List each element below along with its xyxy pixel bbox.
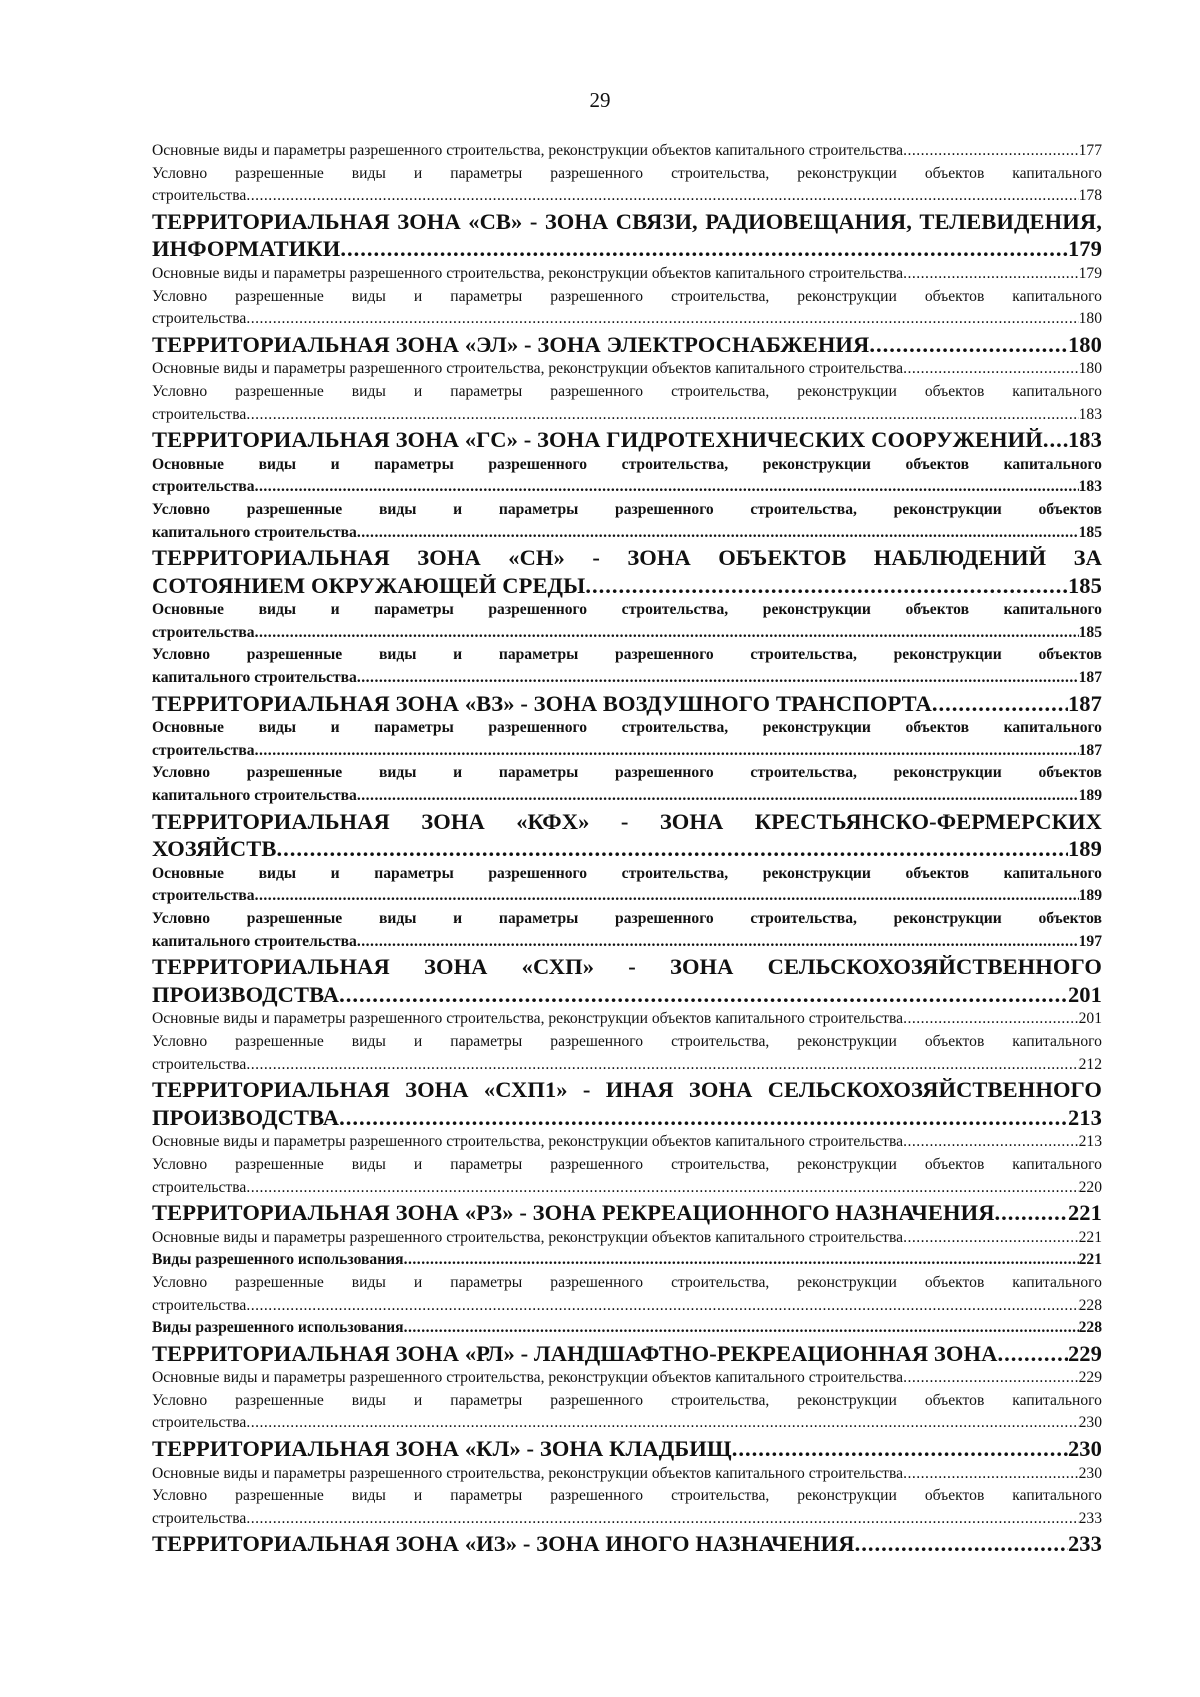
toc-entry-title: строительства — [152, 478, 255, 496]
table-of-contents — [152, 140, 1102, 1558]
dot-leader — [276, 835, 1067, 863]
dot-leader — [246, 1295, 1078, 1318]
toc-leader-line — [152, 885, 1102, 908]
toc-subentry[interactable] — [152, 286, 1102, 331]
toc-entry-line: Условно разрешенные виды и параметры разрешенного строительства, реконструкции объектов — [152, 910, 1102, 927]
toc-entry-line: Условно разрешенные виды и параметры разрешенного строительства, реконструкции объектов капитального — [152, 382, 1102, 400]
toc-page-number: 180 — [1078, 310, 1102, 328]
toc-entry-line: ТЕРРИТОРИАЛЬНАЯ ЗОНА «СХП1» - ИНАЯ ЗОНА СЕЛЬСКОХОЗЯЙСТВЕННОГО — [152, 1077, 1102, 1103]
toc-leader-line — [152, 622, 1102, 645]
toc-leader-line — [152, 1295, 1102, 1318]
toc-page-number: 221 — [1078, 1251, 1102, 1269]
toc-page-number: 229 — [1078, 1369, 1102, 1387]
toc-entry-line: Условно разрешенные виды и параметры разрешенного строительства, реконструкции объектов капитального — [152, 1273, 1102, 1291]
toc-page-number: 220 — [1078, 1178, 1102, 1196]
dot-leader — [246, 1508, 1078, 1531]
toc-entry-title: капитального строительства — [152, 669, 357, 687]
toc-page-number: 180 — [1078, 360, 1102, 378]
dot-leader — [855, 1530, 1068, 1558]
toc-entry-line: ТЕРРИТОРИАЛЬНАЯ ЗОНА «КФХ» - ЗОНА КРЕСТЬЯНСКО-ФЕРМЕРСКИХ — [152, 808, 1102, 834]
toc-page-number: 183 — [1067, 427, 1102, 453]
toc-subentry[interactable] — [152, 1463, 1102, 1486]
dot-leader — [903, 1227, 1079, 1250]
dot-leader — [246, 308, 1078, 331]
toc-entry-line: Основные виды и параметры разрешенного строительства, реконструкции объектов капитального — [152, 719, 1102, 737]
toc-entry-title: Основные виды и параметры разрешенного строительства, реконструкции объектов капитального строительства — [152, 360, 904, 378]
toc-subentry[interactable] — [152, 717, 1102, 762]
toc-subentry[interactable] — [152, 599, 1102, 644]
dot-leader — [869, 331, 1068, 359]
toc-leader-line — [152, 1054, 1102, 1077]
dot-leader — [903, 1367, 1079, 1390]
toc-subentry[interactable] — [152, 1031, 1102, 1076]
toc-leader-line — [152, 185, 1102, 208]
toc-leader-line — [152, 308, 1102, 331]
toc-entry-title: Основные виды и параметры разрешенного строительства, реконструкции объектов капитального строительства — [152, 1010, 904, 1028]
toc-entry-line: Условно разрешенные виды и параметры разрешенного строительства, реконструкции объектов капитального — [152, 1032, 1102, 1050]
toc-leader-line — [152, 931, 1102, 954]
toc-entry-title: Виды разрешенного использования — [152, 1319, 404, 1337]
toc-entry-title: ТЕРРИТОРИАЛЬНАЯ ЗОНА «ГС» - ЗОНА ГИДРОТЕХНИЧЕСКИХ СООРУЖЕНИЙ — [152, 427, 1043, 453]
toc-zone-entry[interactable] — [152, 690, 1102, 718]
toc-zone-entry[interactable] — [152, 426, 1102, 454]
toc-entry-line: Условно разрешенные виды и параметры разрешенного строительства, реконструкции объектов капитального — [152, 1155, 1102, 1173]
toc-leader-line — [152, 1131, 1102, 1154]
toc-entry-title: ПРОИЗВОДСТВА — [152, 981, 340, 1007]
toc-entry-line: Условно разрешенные виды и параметры разрешенного строительства, реконструкции объектов — [152, 646, 1102, 664]
dot-leader — [404, 1317, 1079, 1340]
toc-zone-entry[interactable] — [152, 953, 1102, 1008]
toc-page-number: 201 — [1067, 981, 1102, 1007]
toc-entry-line: Условно разрешенные виды и параметры разрешенного строительства, реконструкции объектов капитального — [152, 287, 1102, 305]
toc-subentry[interactable] — [152, 1154, 1102, 1199]
toc-leader-line — [152, 1317, 1102, 1340]
toc-page-number: 180 — [1067, 331, 1102, 357]
toc-subentry[interactable] — [152, 644, 1102, 689]
toc-entry-title: строительства — [152, 1055, 247, 1073]
toc-entry-line: Условно разрешенные виды и параметры разрешенного строительства, реконструкции объектов — [152, 500, 1102, 518]
dot-leader — [339, 981, 1068, 1009]
toc-page-number: 230 — [1067, 1436, 1102, 1462]
toc-entry-line: Основные виды и параметры разрешенного строительства, реконструкции объектов капитального — [152, 601, 1102, 619]
toc-leader-line — [152, 1340, 1102, 1368]
toc-entry-title: строительства — [152, 1414, 247, 1432]
toc-page-number: 189 — [1078, 887, 1102, 905]
toc-subentry[interactable] — [152, 1390, 1102, 1435]
dot-leader — [932, 690, 1068, 718]
toc-page-number: 177 — [1078, 142, 1102, 159]
dot-leader — [357, 785, 1079, 808]
toc-entry-line: Условно разрешенные виды и параметры разрешенного строительства, реконструкции объектов капитального — [152, 1391, 1102, 1409]
dot-leader — [585, 572, 1068, 600]
toc-leader-line — [152, 1435, 1102, 1463]
toc-entry-title: строительства — [152, 310, 247, 328]
toc-leader-line — [152, 331, 1102, 359]
toc-page-number: 183 — [1078, 405, 1102, 423]
dot-leader — [357, 522, 1079, 545]
toc-zone-entry[interactable] — [152, 331, 1102, 359]
dot-leader — [255, 740, 1079, 763]
toc-entry-title: ТЕРРИТОРИАЛЬНАЯ ЗОНА «ИЗ» - ЗОНА ИНОГО НАЗНАЧЕНИЯ — [152, 1531, 855, 1557]
toc-entry-title: строительства — [152, 1509, 247, 1527]
toc-entry-title: ТЕРРИТОРИАЛЬНАЯ ЗОНА «КЛ» - ЗОНА КЛАДБИЩ — [152, 1436, 732, 1462]
toc-zone-entry[interactable] — [152, 1340, 1102, 1368]
dot-leader — [246, 1412, 1078, 1435]
toc-entry-title: капитального строительства — [152, 523, 357, 541]
toc-page-number: 185 — [1067, 572, 1102, 598]
toc-entry-title: Основные виды и параметры разрешенного строительства, реконструкции объектов капитального строительства — [152, 264, 904, 282]
toc-page-number: 221 — [1067, 1200, 1102, 1226]
dot-leader — [997, 1340, 1068, 1368]
toc-entry-title: капитального строительства — [152, 932, 357, 950]
toc-entry-line: Условно разрешенные виды и параметры разрешенного строительства, реконструкции объектов — [152, 764, 1102, 782]
toc-leader-line — [152, 740, 1102, 763]
toc-zone-entry[interactable] — [152, 1530, 1102, 1558]
dot-leader — [404, 1249, 1079, 1272]
page-number: 29 — [589, 88, 611, 112]
toc-entry-title: СОТОЯНИЕМ ОКРУЖАЮЩЕЙ СРЕДЫ — [152, 572, 586, 598]
toc-subentry[interactable] — [152, 1317, 1102, 1340]
toc-entry-title: ТЕРРИТОРИАЛЬНАЯ ЗОНА «ВЗ» - ЗОНА ВОЗДУШНОГО ТРАНСПОРТА — [152, 690, 932, 716]
toc-leader-line — [152, 404, 1102, 427]
toc-page-number: 233 — [1078, 1509, 1102, 1527]
toc-subentry[interactable] — [152, 1131, 1102, 1154]
toc-subentry[interactable] — [152, 762, 1102, 807]
toc-page-number: 233 — [1067, 1531, 1102, 1557]
dot-leader — [903, 263, 1079, 286]
toc-page-number: 197 — [1078, 932, 1102, 950]
toc-subentry[interactable] — [152, 908, 1102, 953]
toc-page-number: 187 — [1078, 741, 1102, 759]
toc-entry-line: ТЕРРИТОРИАЛЬНАЯ ЗОНА «СВ» - ЗОНА СВЯЗИ, РАДИОВЕЩАНИЯ, ТЕЛЕВИДЕНИЯ, — [152, 208, 1102, 234]
toc-entry-title: Основные виды и параметры разрешенного строительства, реконструкции объектов капитального строительства — [152, 1464, 904, 1482]
toc-leader-line — [152, 1177, 1102, 1200]
dot-leader — [357, 931, 1079, 954]
toc-entry-title: строительства — [152, 1296, 247, 1314]
toc-page-number: 187 — [1078, 669, 1102, 687]
toc-subentry[interactable] — [152, 1008, 1102, 1031]
toc-leader-line — [152, 1199, 1102, 1227]
dot-leader — [246, 404, 1078, 427]
toc-leader-line — [152, 1104, 1102, 1132]
toc-subentry[interactable] — [152, 1367, 1102, 1390]
dot-leader — [246, 1054, 1078, 1077]
toc-subentry[interactable] — [152, 140, 1102, 163]
toc-subentry[interactable] — [152, 499, 1102, 544]
toc-entry-title: ИНФОРМАТИКИ — [152, 236, 341, 262]
toc-leader-line — [152, 1227, 1102, 1250]
toc-leader-line — [152, 1412, 1102, 1435]
toc-page-number: 185 — [1078, 523, 1102, 541]
toc-entry-line: Основные виды и параметры разрешенного строительства, реконструкции объектов капитального — [152, 864, 1102, 882]
dot-leader — [903, 1463, 1079, 1486]
toc-entry-title: строительства — [152, 623, 255, 641]
toc-leader-line — [152, 572, 1102, 600]
toc-page-number: 189 — [1078, 787, 1102, 805]
dot-leader — [903, 358, 1079, 381]
toc-zone-entry[interactable] — [152, 208, 1102, 263]
toc-leader-line — [152, 981, 1102, 1009]
toc-entry-title: Основные виды и параметры разрешенного строительства, реконструкции объектов капитального строительства — [152, 142, 904, 159]
toc-zone-entry[interactable] — [152, 1435, 1102, 1463]
toc-leader-line — [152, 1367, 1102, 1390]
toc-page-number: 229 — [1067, 1340, 1102, 1366]
toc-page-number: 221 — [1078, 1228, 1102, 1246]
toc-entry-title: строительства — [152, 741, 255, 759]
toc-entry-line: Условно разрешенные виды и параметры разрешенного строительства, реконструкции объектов капитального — [152, 1487, 1102, 1505]
toc-leader-line — [152, 667, 1102, 690]
toc-entry-title: ХОЗЯЙСТВ — [152, 836, 277, 862]
toc-entry-title: ТЕРРИТОРИАЛЬНАЯ ЗОНА «РЗ» - ЗОНА РЕКРЕАЦИОННОГО НАЗНАЧЕНИЯ — [152, 1200, 995, 1226]
dot-leader — [357, 667, 1079, 690]
toc-page-number: 178 — [1078, 187, 1102, 205]
toc-page-number: 230 — [1078, 1464, 1102, 1482]
toc-entry-line: ТЕРРИТОРИАЛЬНАЯ ЗОНА «СХП» - ЗОНА СЕЛЬСКОХОЗЯЙСТВЕННОГО — [152, 954, 1102, 980]
toc-zone-entry[interactable] — [152, 808, 1102, 863]
toc-subentry[interactable] — [152, 454, 1102, 499]
toc-zone-entry[interactable] — [152, 544, 1102, 599]
toc-leader-line — [152, 426, 1102, 454]
toc-subentry[interactable] — [152, 1485, 1102, 1530]
toc-page-number: 179 — [1078, 264, 1102, 282]
dot-leader — [340, 235, 1068, 263]
toc-subentry[interactable] — [152, 381, 1102, 426]
toc-page-number: 230 — [1078, 1414, 1102, 1432]
toc-leader-line — [152, 263, 1102, 286]
toc-leader-line — [152, 835, 1102, 863]
dot-leader — [246, 185, 1078, 208]
dot-leader — [903, 1131, 1079, 1154]
toc-leader-line — [152, 1008, 1102, 1031]
toc-page-number: 187 — [1067, 690, 1102, 716]
toc-subentry[interactable] — [152, 263, 1102, 286]
toc-entry-title: строительства — [152, 887, 255, 905]
toc-entry-title: Виды разрешенного использования — [152, 1251, 404, 1269]
toc-page-number: 189 — [1067, 836, 1102, 862]
toc-leader-line — [152, 690, 1102, 718]
toc-entry-title: строительства — [152, 405, 247, 423]
toc-page-number: 213 — [1078, 1133, 1102, 1151]
toc-leader-line — [152, 235, 1102, 263]
toc-leader-line — [152, 1508, 1102, 1531]
toc-page-number: 185 — [1078, 623, 1102, 641]
toc-subentry[interactable] — [152, 163, 1102, 208]
dot-leader — [246, 1177, 1078, 1200]
toc-subentry[interactable] — [152, 358, 1102, 381]
toc-leader-line — [152, 785, 1102, 808]
dot-leader — [1043, 426, 1068, 454]
toc-leader-line — [152, 1463, 1102, 1486]
toc-page-number: 213 — [1067, 1104, 1102, 1130]
dot-leader — [255, 622, 1079, 645]
dot-leader — [255, 476, 1079, 499]
toc-leader-line — [152, 140, 1102, 163]
toc-entry-title: строительства — [152, 187, 247, 205]
toc-leader-line — [152, 1249, 1102, 1272]
toc-subentry[interactable] — [152, 1249, 1102, 1272]
toc-page-number: 228 — [1078, 1319, 1102, 1337]
toc-subentry[interactable] — [152, 1272, 1102, 1317]
toc-subentry[interactable] — [152, 1227, 1102, 1250]
toc-leader-line — [152, 1530, 1102, 1558]
dot-leader — [903, 140, 1079, 163]
toc-entry-line: ТЕРРИТОРИАЛЬНАЯ ЗОНА «СН» - ЗОНА ОБЪЕКТОВ НАБЛЮДЕНИЙ ЗА — [152, 545, 1102, 571]
toc-leader-line — [152, 476, 1102, 499]
toc-entry-title: ПРОИЗВОДСТВА — [152, 1104, 340, 1130]
dot-leader — [255, 885, 1079, 908]
toc-zone-entry[interactable] — [152, 1076, 1102, 1131]
toc-zone-entry[interactable] — [152, 1199, 1102, 1227]
toc-page-number: 183 — [1078, 478, 1102, 496]
toc-entry-title: ТЕРРИТОРИАЛЬНАЯ ЗОНА «РЛ» - ЛАНДШАФТНО-РЕКРЕАЦИОННАЯ ЗОНА — [152, 1340, 998, 1366]
dot-leader — [995, 1199, 1068, 1227]
dot-leader — [732, 1435, 1068, 1463]
toc-entry-title: капитального строительства — [152, 787, 357, 805]
toc-leader-line — [152, 358, 1102, 381]
toc-entry-title: ТЕРРИТОРИАЛЬНАЯ ЗОНА «ЭЛ» - ЗОНА ЭЛЕКТРОСНАБЖЕНИЯ — [152, 331, 870, 357]
toc-page-number: 228 — [1078, 1296, 1102, 1314]
toc-page-number: 212 — [1078, 1055, 1102, 1073]
toc-entry-title: Основные виды и параметры разрешенного строительства, реконструкции объектов капитального строительства — [152, 1369, 904, 1387]
toc-page-number: 179 — [1067, 236, 1102, 262]
toc-entry-line: Основные виды и параметры разрешенного строительства, реконструкции объектов капитального — [152, 455, 1102, 473]
toc-leader-line — [152, 522, 1102, 545]
toc-entry-title: Основные виды и параметры разрешенного строительства, реконструкции объектов капитального строительства — [152, 1228, 904, 1246]
toc-entry-title: строительства — [152, 1178, 247, 1196]
toc-page-number: 201 — [1078, 1010, 1102, 1028]
dot-leader — [339, 1104, 1068, 1132]
dot-leader — [903, 1008, 1079, 1031]
toc-entry-line: Условно разрешенные виды и параметры разрешенного строительства, реконструкции объектов капитального — [152, 164, 1102, 182]
toc-entry-title: Основные виды и параметры разрешенного строительства, реконструкции объектов капитального строительства — [152, 1133, 904, 1151]
toc-subentry[interactable] — [152, 863, 1102, 908]
